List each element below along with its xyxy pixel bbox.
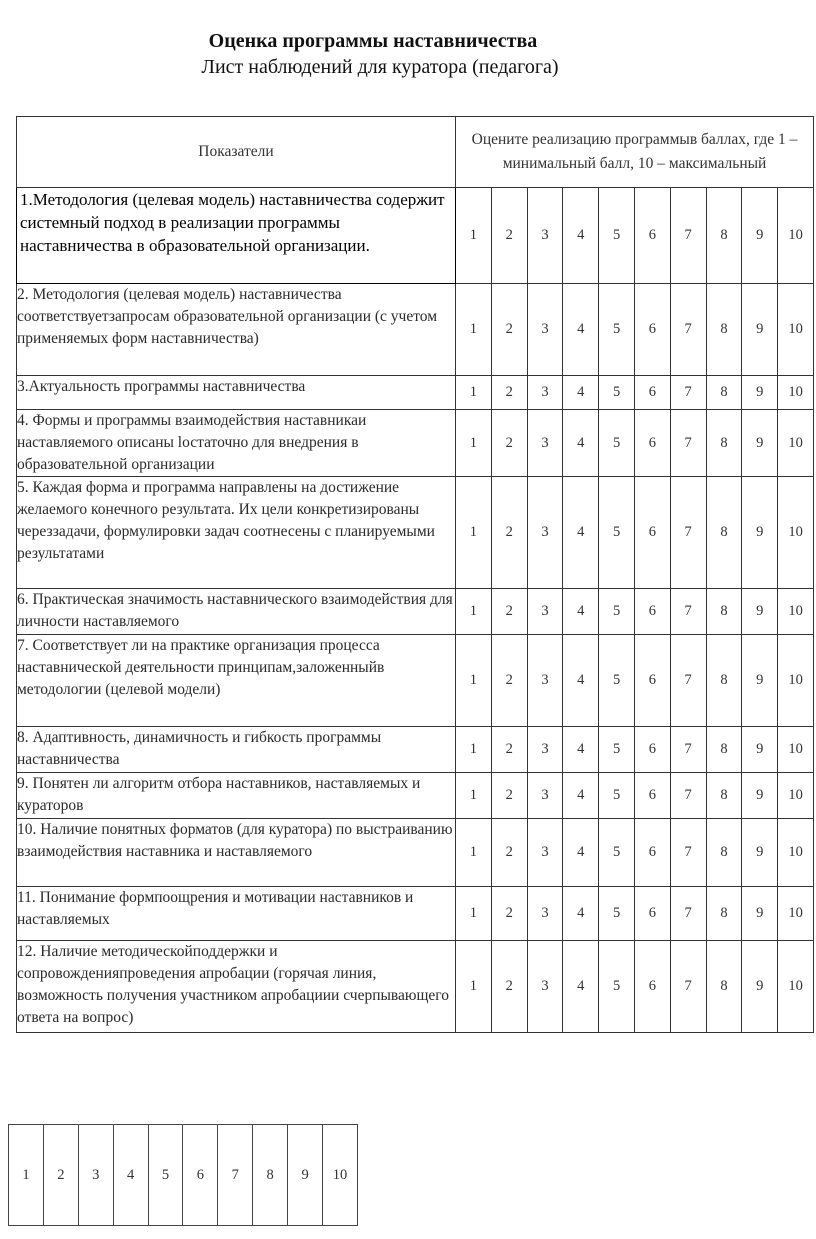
score-cell[interactable]: 5 — [599, 410, 635, 477]
score-cell[interactable]: 10 — [778, 773, 814, 819]
score-cell[interactable]: 7 — [670, 188, 706, 284]
score-cell[interactable]: 8 — [706, 589, 742, 635]
score-cell[interactable]: 9 — [742, 284, 778, 376]
score-cell[interactable]: 5 — [599, 887, 635, 941]
table-row — [17, 773, 814, 819]
score-cell[interactable]: 9 — [742, 727, 778, 773]
score-cell[interactable]: 5 — [599, 376, 635, 410]
score-cell[interactable]: 8 — [706, 635, 742, 727]
table-row — [17, 376, 814, 410]
table-row — [17, 589, 814, 635]
table-row — [17, 887, 814, 941]
table-row — [17, 635, 814, 727]
bottom-score-cell[interactable]: 7 — [218, 1125, 253, 1226]
score-cell[interactable]: 3 — [527, 188, 563, 284]
score-cell[interactable]: 2 — [491, 773, 527, 819]
score-cell[interactable]: 3 — [527, 410, 563, 477]
score-cell[interactable]: 6 — [634, 188, 670, 284]
score-cell[interactable]: 7 — [670, 941, 706, 1033]
score-cell[interactable]: 4 — [563, 819, 599, 887]
score-cell[interactable]: 2 — [491, 188, 527, 284]
score-cell[interactable]: 2 — [491, 410, 527, 477]
score-cell[interactable]: 9 — [742, 589, 778, 635]
indicator-text: 5. Каждая форма и программа направлены на достижение желаемого конечного результата. Их цели конкретизированы череззадачи, формулировки задач соотнесены с планируемыми результатами — [17, 477, 456, 589]
score-cell[interactable]: 8 — [706, 819, 742, 887]
score-cell[interactable]: 4 — [563, 376, 599, 410]
score-cell[interactable]: 8 — [706, 477, 742, 589]
score-cell[interactable]: 5 — [599, 819, 635, 887]
score-cell[interactable]: 3 — [527, 727, 563, 773]
score-cell[interactable]: 3 — [527, 773, 563, 819]
score-cell[interactable]: 5 — [599, 635, 635, 727]
score-cell[interactable]: 7 — [670, 887, 706, 941]
score-cell[interactable]: 6 — [634, 589, 670, 635]
score-cell[interactable]: 6 — [634, 819, 670, 887]
score-cell[interactable]: 10 — [778, 477, 814, 589]
table-row — [17, 819, 814, 887]
score-cell[interactable]: 3 — [527, 284, 563, 376]
score-cell[interactable]: 6 — [634, 410, 670, 477]
indicator-text: 2. Методология (целевая модель) наставничества соответствуетзапросам образовательной организации (с учетом применяемых форм наставничества) — [17, 284, 456, 376]
score-cell[interactable]: 4 — [563, 188, 599, 284]
score-cell[interactable]: 9 — [742, 635, 778, 727]
score-cell[interactable]: 8 — [706, 941, 742, 1033]
score-cell[interactable]: 8 — [706, 727, 742, 773]
score-cell[interactable]: 4 — [563, 887, 599, 941]
score-cell[interactable]: 1 — [456, 376, 492, 410]
bottom-score-cell[interactable]: 9 — [288, 1125, 323, 1226]
score-cell[interactable]: 2 — [491, 477, 527, 589]
score-cell[interactable]: 7 — [670, 410, 706, 477]
score-cell[interactable]: 2 — [491, 635, 527, 727]
score-cell[interactable]: 3 — [527, 376, 563, 410]
score-cell[interactable]: 10 — [778, 819, 814, 887]
score-cell[interactable]: 1 — [456, 477, 492, 589]
score-cell[interactable]: 5 — [599, 773, 635, 819]
table-row — [17, 727, 814, 773]
indicator-text: 4. Формы и программы взаимодействия наставникаи наставляемого описаны lостаточно для внедрения в образовательной организации — [17, 410, 456, 477]
score-cell[interactable]: 2 — [491, 589, 527, 635]
bottom-score-cell[interactable]: 10 — [323, 1125, 358, 1226]
rating-header: Оцените реализацию программыв баллах, где 1 – минимальный балл, 10 – максимальный — [456, 117, 814, 188]
score-cell[interactable]: 10 — [778, 284, 814, 376]
score-cell[interactable]: 3 — [527, 941, 563, 1033]
score-cell[interactable]: 7 — [670, 589, 706, 635]
score-cell[interactable]: 7 — [670, 376, 706, 410]
score-cell[interactable]: 6 — [634, 887, 670, 941]
score-cell[interactable]: 10 — [778, 188, 814, 284]
score-cell[interactable]: 5 — [599, 477, 635, 589]
bottom-score-table — [8, 1124, 358, 1226]
indicator-text: 1.Методология (целевая модель) наставничества содержит системный подход в реализации программы наставничества в образовательной организации. — [17, 188, 456, 284]
indicator-text: 7. Соответствует ли на практике организация процесса наставнической деятельности принципам,заложенныйв методологии (целевой модели) — [17, 635, 456, 727]
score-cell[interactable]: 8 — [706, 376, 742, 410]
indicator-text: 9. Понятен ли алгоритм отбора наставников, наставляемых и кураторов — [17, 773, 456, 819]
indicator-text: 12. Наличие методическойподдержки и сопровожденияпроведения апробации (горячая линия, возможность получения участником апробациии счерпывающего ответа на вопрос) — [17, 941, 456, 1033]
bottom-score-row — [9, 1125, 358, 1226]
score-cell[interactable]: 6 — [634, 284, 670, 376]
score-cell[interactable]: 2 — [491, 376, 527, 410]
score-cell[interactable]: 1 — [456, 284, 492, 376]
score-cell[interactable]: 4 — [563, 477, 599, 589]
bottom-score-cell[interactable]: 5 — [148, 1125, 183, 1226]
document-title: Оценка программы наставничества — [208, 30, 538, 52]
score-cell[interactable]: 7 — [670, 284, 706, 376]
score-cell[interactable]: 9 — [742, 410, 778, 477]
score-cell[interactable]: 4 — [563, 635, 599, 727]
score-cell[interactable]: 5 — [599, 284, 635, 376]
score-cell[interactable]: 6 — [634, 727, 670, 773]
bottom-score-cell[interactable]: 6 — [183, 1125, 218, 1226]
score-cell[interactable]: 8 — [706, 284, 742, 376]
score-cell[interactable]: 6 — [634, 773, 670, 819]
score-cell[interactable]: 10 — [778, 376, 814, 410]
score-cell[interactable]: 10 — [778, 589, 814, 635]
score-cell[interactable]: 1 — [456, 410, 492, 477]
score-cell[interactable]: 10 — [778, 887, 814, 941]
score-cell[interactable]: 6 — [634, 376, 670, 410]
score-cell[interactable]: 4 — [563, 284, 599, 376]
score-cell[interactable]: 7 — [670, 635, 706, 727]
indicator-text: 10. Наличие понятных форматов (для куратора) по выстраиванию взаимодействия наставника и наставляемого — [17, 819, 456, 887]
table-row — [17, 477, 814, 589]
score-cell[interactable]: 1 — [456, 635, 492, 727]
bottom-score-cell[interactable]: 8 — [253, 1125, 288, 1226]
score-cell[interactable]: 6 — [634, 635, 670, 727]
score-cell[interactable]: 10 — [778, 410, 814, 477]
score-cell[interactable]: 7 — [670, 819, 706, 887]
score-cell[interactable]: 7 — [670, 477, 706, 589]
score-cell[interactable]: 1 — [456, 941, 492, 1033]
score-cell[interactable]: 10 — [778, 635, 814, 727]
score-cell[interactable]: 1 — [456, 589, 492, 635]
score-cell[interactable]: 5 — [599, 941, 635, 1033]
table-body — [17, 188, 814, 1033]
score-cell[interactable]: 2 — [491, 819, 527, 887]
score-cell[interactable]: 3 — [527, 635, 563, 727]
score-cell[interactable]: 9 — [742, 941, 778, 1033]
table-row — [17, 284, 814, 376]
score-cell[interactable]: 5 — [599, 727, 635, 773]
table-row — [17, 410, 814, 477]
score-cell[interactable]: 4 — [563, 727, 599, 773]
score-cell[interactable]: 9 — [742, 819, 778, 887]
indicator-text: 6. Практическая значимость наставнического взаимодействия для личности наставляемого — [17, 589, 456, 635]
bottom-score-cell[interactable]: 4 — [113, 1125, 148, 1226]
score-cell[interactable]: 7 — [670, 773, 706, 819]
score-cell[interactable]: 4 — [563, 773, 599, 819]
score-cell[interactable]: 3 — [527, 819, 563, 887]
evaluation-table — [16, 116, 814, 1033]
score-cell[interactable]: 3 — [527, 477, 563, 589]
score-cell[interactable]: 2 — [491, 941, 527, 1033]
score-cell[interactable]: 4 — [563, 410, 599, 477]
score-cell[interactable]: 9 — [742, 887, 778, 941]
score-cell[interactable]: 1 — [456, 188, 492, 284]
score-cell[interactable]: 10 — [778, 727, 814, 773]
score-cell[interactable]: 8 — [706, 773, 742, 819]
score-cell[interactable]: 9 — [742, 477, 778, 589]
score-cell[interactable]: 2 — [491, 887, 527, 941]
score-cell[interactable]: 6 — [634, 941, 670, 1033]
table-row — [17, 188, 814, 284]
document-subtitle: Лист наблюдений для куратора (педагога) — [201, 56, 559, 78]
indicators-header: Показатели — [17, 117, 456, 188]
bottom-score-cell[interactable]: 3 — [78, 1125, 113, 1226]
bottom-score-cell[interactable]: 1 — [9, 1125, 44, 1226]
score-cell[interactable]: 6 — [634, 477, 670, 589]
score-cell[interactable]: 1 — [456, 773, 492, 819]
score-cell[interactable]: 1 — [456, 819, 492, 887]
score-cell[interactable]: 5 — [599, 188, 635, 284]
score-cell[interactable]: 9 — [742, 773, 778, 819]
score-cell[interactable]: 3 — [527, 589, 563, 635]
score-cell[interactable]: 9 — [742, 188, 778, 284]
score-cell[interactable]: 10 — [778, 941, 814, 1033]
indicator-text: 11. Понимание формпоощрения и мотивации наставников и наставляемых — [17, 887, 456, 941]
score-cell[interactable]: 2 — [491, 284, 527, 376]
score-cell[interactable]: 9 — [742, 376, 778, 410]
score-cell[interactable]: 4 — [563, 589, 599, 635]
score-cell[interactable]: 3 — [527, 887, 563, 941]
score-cell[interactable]: 5 — [599, 589, 635, 635]
score-cell[interactable]: 1 — [456, 727, 492, 773]
bottom-score-cell[interactable]: 2 — [43, 1125, 78, 1226]
table-row — [17, 941, 814, 1033]
score-cell[interactable]: 4 — [563, 941, 599, 1033]
score-cell[interactable]: 8 — [706, 410, 742, 477]
table-header-row — [17, 117, 814, 188]
indicator-text: 3.Актуальность программы наставничества — [17, 376, 456, 410]
indicator-text: 8. Адаптивность, динамичность и гибкость программы наставничества — [17, 727, 456, 773]
score-cell[interactable]: 8 — [706, 188, 742, 284]
score-cell[interactable]: 2 — [491, 727, 527, 773]
score-cell[interactable]: 7 — [670, 727, 706, 773]
score-cell[interactable]: 8 — [706, 887, 742, 941]
score-cell[interactable]: 1 — [456, 887, 492, 941]
